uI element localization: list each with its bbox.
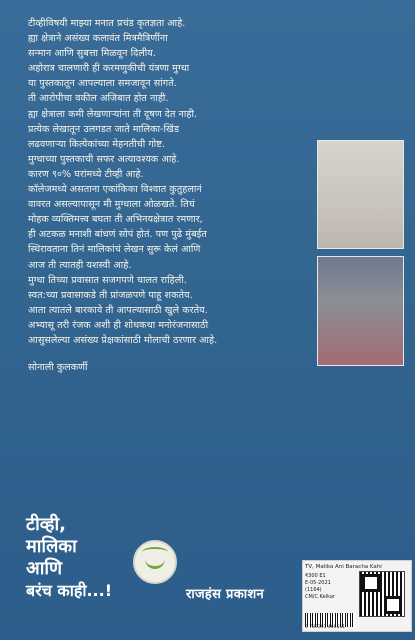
qr-code-icon (359, 571, 405, 617)
publisher-logo-icon (133, 540, 177, 584)
text-line: या पुस्तकातून आपल्याला समजावून सांगते. (28, 78, 177, 90)
text-line: वावरत असल्यापासून मी मुग्धाला ओळखते. तिचं (28, 199, 195, 211)
author-signature: सोनाली कुलकर्णी (28, 362, 88, 374)
text-line: ह्या क्षेत्राला कमी लेखणाऱ्यांना ती दूषण देत नाही. (28, 108, 198, 120)
text-line: कारण ९०% घरांमध्ये टीव्ही आहे. (28, 168, 144, 180)
text-line: ती आरोपीचा वकील अजिबात होत नाही. (28, 93, 169, 105)
author-photo-2 (317, 256, 404, 366)
text-line: मुग्धा तिच्या प्रवासात सजगपणे चालत राहिली. (28, 274, 187, 286)
text-line: कॉलेजमध्ये असताना एकांकिका विश्वात कुतुहलानं (28, 184, 202, 196)
text-line: आता त्यातले बारकावे ती आपल्यासाठी खुले करतेय. (28, 304, 208, 316)
code-text: CM/C.Kelkar (305, 594, 335, 600)
text-line: आज ती त्यातही यशस्वी आहे. (28, 259, 132, 271)
title-line: बरंच काही...! (26, 581, 113, 600)
barcode-panel (302, 560, 412, 632)
title-line: आणि (26, 558, 63, 579)
text-line: अहोरात्र चालणारी ही करमणुकीची यंत्रणा मुग्धा (28, 63, 190, 75)
endorsement-text (28, 16, 358, 375)
price-text: ₹300 E1 (305, 573, 326, 579)
code-text: (1164) (305, 587, 322, 593)
text-line: सन्मान आणि सुबत्ता मिळवून दिलीय. (28, 48, 156, 60)
barcode-title: TV, Malika Ani Baracha Kahi (305, 564, 382, 570)
swan-icon (145, 556, 165, 569)
text-line: प्रत्येक लेखातून उलगडत जाते मालिका-खिंड (28, 123, 180, 135)
book-title (26, 514, 122, 614)
title-line: मालिका (26, 536, 77, 557)
text-line: लढवणाऱ्या कित्येकांच्या मेहनतीची गोष्ट. (28, 138, 166, 150)
text-line: ही अटकळ मनाशी बांधणं सोपं होतं. पण पुढे मुंबईत (28, 229, 207, 241)
code-text: E-05-2021 (305, 580, 331, 586)
text-line: स्थिरावताना तिनं मालिकांचं लेखन सुरू केलं आणि (28, 244, 201, 256)
text-line: मोहक व्यक्तिमत्त्व बघता ती अभिनयक्षेत्रात रमणार, (28, 214, 203, 226)
paragraph-gap (28, 348, 358, 360)
title-line: टीव्ही, (26, 514, 66, 535)
text-line: अभ्यासू तरी रंजक अशी ही शोधकथा मनोरंजनासाठी (28, 319, 209, 331)
text-line: आसुसलेल्या असंख्य प्रेक्षकांसाठी मोलाची ठरणार आहे. (28, 334, 218, 346)
author-photo-1 (317, 140, 404, 249)
text-line: मुग्धाच्या पुस्तकाची सफर अत्यावश्यक आहे. (28, 153, 180, 165)
text-line: ह्या क्षेत्राने असंख्य कलावंत मित्रमैत्रिणींना (28, 33, 168, 45)
text-line: टीव्हीविषयी माझ्या मनात प्रचंड कृतज्ञता आहे. (28, 18, 186, 29)
text-line: स्वत:च्या प्रवासाकडे ती प्रांजळपणे पाहू शकतेय. (28, 289, 193, 301)
isbn-number: 9 789391 469551 (305, 625, 346, 630)
publisher-name: राजहंस प्रकाशन (186, 587, 265, 602)
